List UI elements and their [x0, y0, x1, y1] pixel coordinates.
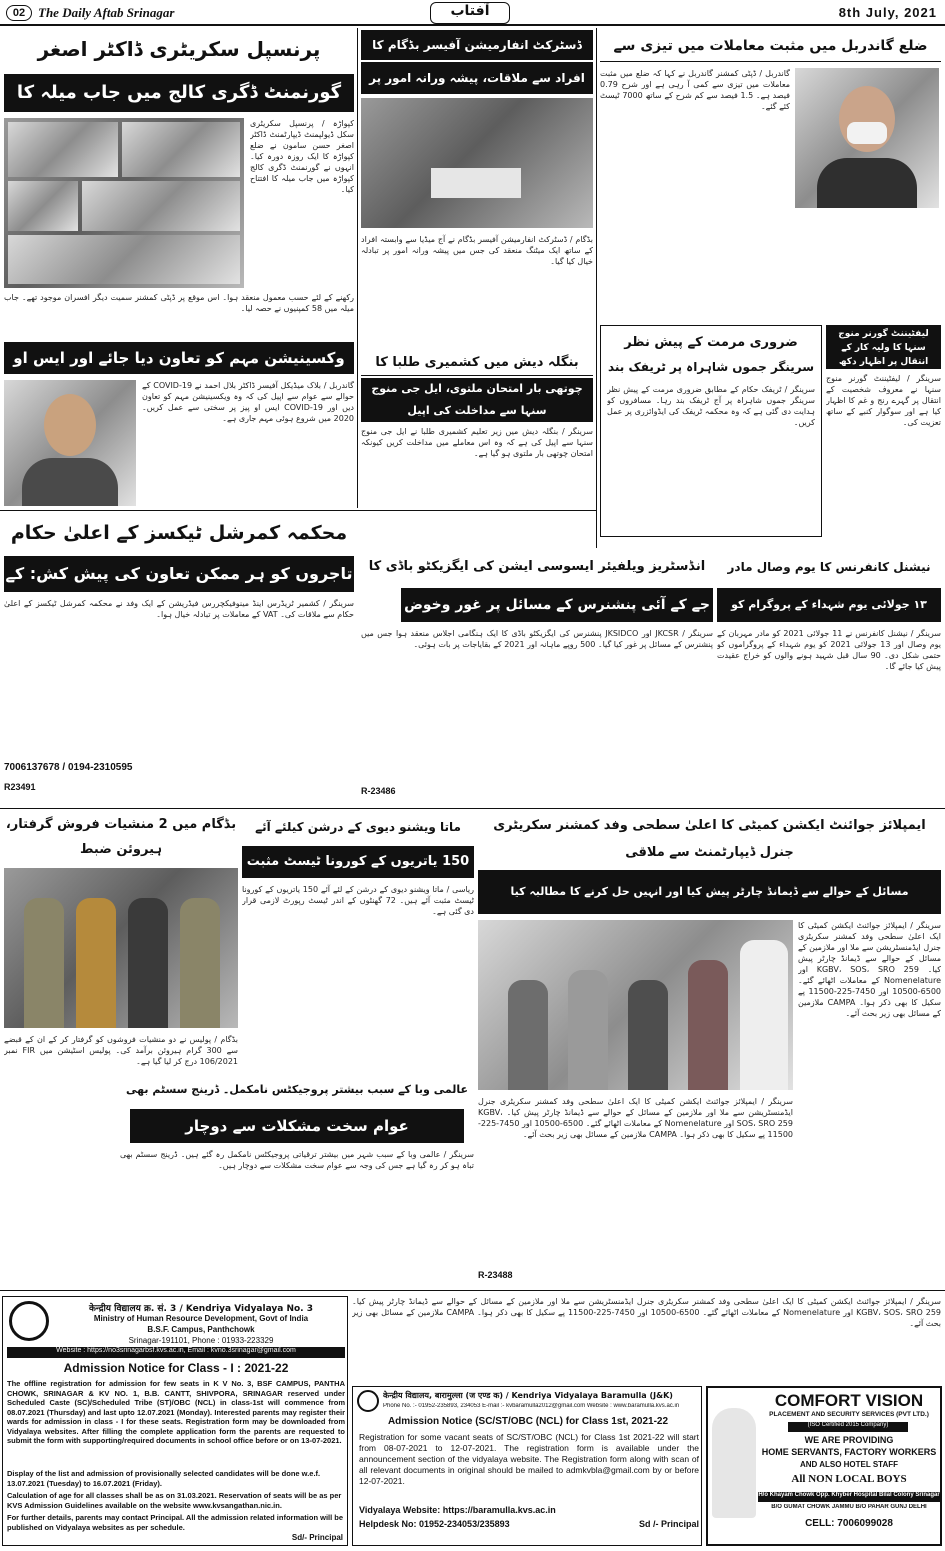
headline: بڈگام میں 2 منشیات فروش گرفتار، ہیروئن ضبط — [5, 817, 237, 857]
article-body: گاندربل / ڈپٹی کمشنر گاندربل نے کہا کہ ضلع میں مثبت معاملات میں تیزی سے کمی آ رہی ہے اور شرح 0.79 فیصد ہے۔ 1.5 فیصد سے کم شرح کے ساتھ 7000 ٹیسٹ کئے گئے۔ — [600, 69, 790, 111]
article-body: رکھنے کے لئے حسب معمول منعقد ہوا۔ اس موقع پر ڈپٹی کمشنر سمیت دیگر افسران موجود تھے۔ جاب میلہ میں 58 کمپنیوں نے حصہ لیا۔ — [4, 293, 354, 313]
person-figure — [128, 898, 168, 1028]
article-body: سرینگر / ایمپلائز جوائنٹ ایکشن کمیٹی کا ایک اعلیٰ سطحی وفد کمشنر سکریٹری جنرل ایڈمنسٹریشن سے ملا اور ملازمین کے مسائل کے حوالے سے ڈیمانڈ چارٹر پیش کیا۔ KGBV، SOS، SRO 259 اور Nomenelature کے معاملات اٹھائے گئے۔ 6500-10500 اور 7450-225-11500 پے سکیل کا بھی ذکر ہوا۔ CAMPA ملازمین کے مسائل بھی زیر بحث آئے۔ — [478, 1097, 793, 1139]
headline: نیشنل کانفرنس کا یوم وصال مادر — [727, 560, 931, 574]
article-pensioners — [361, 550, 713, 805]
article-national-conference — [717, 550, 941, 805]
article-vaccination — [4, 342, 354, 507]
ad-contact: Srinagar-191101, Phone : 01933-223329 — [128, 1336, 274, 1345]
ad-contact: Phone No. :- 01952-235893, 234053 E-mail :- kvbaramulla2012@gmail.com Website : www.baramulla.kvs.ac.in — [383, 1403, 680, 1409]
arrest-photo — [4, 868, 238, 1028]
page-number: 02 — [6, 5, 32, 21]
ad-campus: B.S.F. Campus, Panthchowk — [147, 1325, 255, 1334]
person-figure — [24, 898, 64, 1028]
portrait-body — [22, 458, 118, 506]
contact-numbers: 7006137678 / 0194-2310595 — [4, 762, 133, 773]
headline: تاجروں کو ہر ممکن تعاون کی پیش کش: کے — [4, 556, 354, 592]
headline: افراد سے ملاقات، پیشہ ورانہ امور پر — [361, 62, 593, 94]
ad-address: H/o Khayam Chowk Opp. Khyber Hospital Bilal Colony Srinagar — [758, 1492, 940, 1502]
article-body: بڈگام / پولیس نے دو منشیات فروشوں کو گرفتار کر کے ان کے قبضے سے 300 گرام ہیروئن برآمد کی۔ پولیس اسٹیشن میں FIR نمبر 106/2021 درج کر لیا گیا ہے۔ — [4, 1035, 238, 1066]
deputy-commissioner-photo — [795, 68, 939, 208]
ad-line: AND ALSO HOTEL STAFF — [799, 1460, 899, 1469]
ad-website: Vidyalaya Website: https://baramulla.kvs.ac.in — [359, 1505, 556, 1515]
ad-title: केन्द्रीय विद्यालय, बारामुल्ला (ज एण्ड क) / Kendriya Vidyalaya Baramulla (J&K) — [383, 1391, 673, 1400]
ad-kv-baramulla — [352, 1386, 702, 1546]
collage-tile — [122, 122, 240, 177]
ad-signature: Sd /- Principal — [638, 1519, 699, 1529]
ad-signature: Sd/- Principal — [291, 1533, 343, 1542]
headline: گورنمنٹ ڈگری کالج میں جاب میلہ کا — [4, 74, 354, 112]
headline: چوتھی بار امتحان ملتوی، ایل جی منوج سنہا سے مداخلت کی اپیل — [361, 378, 593, 422]
article-body: سرینگر / کشمیر ٹریڈرس اینڈ مینوفیکچررس فیڈریشن کے ایک وفد نے محکمہ کمرشل ٹیکسز کے اعلیٰ حکام سے ملاقات کی۔ VAT کے معاملات پر تبادلہ خیال ہوا۔ — [4, 599, 354, 619]
ad-reference: R-23486 — [361, 786, 396, 796]
article-body: سرینگر / ٹریفک حکام کے مطابق ضروری مرمت کے پیش نظر سرینگر جموں شاہراہ پر آج ٹریفک بند رہا۔ مسافروں کو ہدایت دی گئی ہے کہ وہ محکمہ ٹریفک کی ایڈوائزری پر عمل کریں۔ — [607, 385, 815, 427]
divider — [0, 808, 945, 809]
headline: پرنسپل سکریٹری ڈاکٹر اصغر — [37, 37, 321, 61]
ad-phone: CELL: 7006099028 — [805, 1518, 893, 1529]
ad-ministry: Ministry of Human Resource Development, Govt of India — [93, 1314, 309, 1323]
headline: عوام سخت مشکلات سے دوچار — [130, 1109, 464, 1143]
portrait-head — [44, 394, 96, 456]
person-figure — [76, 898, 116, 1028]
headline: جے کے آئی پنشنرس کے مسائل پر غور وخوض — [401, 588, 713, 622]
ad-reference: R23491 — [4, 782, 36, 792]
article-commercial-taxes — [4, 514, 354, 804]
issue-date: 8th July, 2021 — [838, 5, 937, 20]
article-dio-budgam — [361, 30, 593, 345]
article-body: سرینگر / بنگلہ دیش میں زیر تعلیم کشمیری طلبا نے ایل جی منوج سنہا سے اپیل کی ہے کہ وہ اس معاملے میں مداخلت کریں کیونکہ امتحان چوتھی بار ملتوی ہو گیا ہے۔ — [361, 427, 593, 458]
masthead-logo: آفتاب — [430, 2, 510, 24]
kv-logo-icon — [357, 1390, 379, 1412]
collage-tile — [8, 235, 240, 284]
collage-tile — [8, 122, 118, 177]
person-figure — [688, 960, 728, 1090]
face-mask — [847, 122, 887, 144]
article-body: سرینگر / نیشنل کانفرنس نے 11 جولائی 2021 کو مادر مہربان کے یوم وصال اور 13 جولائی 2021 کو یوم شہداء کے پروگراموں کو حتمی شکل دی۔ 90 سال قبل شہید ہونے والوں کو خراج عقیدت پیش کیا جائے گا۔ — [717, 629, 941, 671]
article-body: سرینگر / لیفٹیننٹ گورنر منوج سنہا نے معروف شخصیت کے انتقال پر گہرے رنج و غم کا اظہار کیا ہے اور سوگوار کنبے کے ساتھ تعزیت کی۔ — [826, 374, 941, 427]
headline: ڈسٹرکٹ انفارمیشن آفیسر بڈگام کا — [361, 30, 593, 60]
ad-line: HOME SERVANTS, FACTORY WORKERS — [761, 1447, 937, 1457]
mascot-icon — [712, 1408, 756, 1518]
article-bangladesh — [361, 350, 593, 508]
headline: لیفٹیننٹ گورنر منوج سنہا کا ولیہ کار کے انتقال پر اظہار دکھ — [826, 325, 941, 369]
ad-subtitle: PLACEMENT AND SECURITY SERVICES (PVT LTD.) — [769, 1411, 929, 1418]
article-body-continuation: سرینگر / ایمپلائز جوائنٹ ایکشن کمیٹی کا ایک اعلیٰ سطحی وفد کمشنر سکریٹری جنرل ایڈمنسٹریشن سے ملا اور ملازمین کے مسائل کے حوالے سے ڈیمانڈ چارٹر پیش کیا۔ KGBV، SOS، SRO 259 اور Nomenelature کے معاملات اٹھائے گئے۔ 6500-10500 اور 7450-225-11500 پے سکیل کا بھی ذکر ہوا۔ CAMPA ملازمین کے مسائل بھی زیر بحث آئے۔ — [352, 1297, 941, 1328]
ad-body: Display of the list and admission of provisionally selected candidates will be done w.e.f. 13.07.2021 (Tuesday) to 16.07.2021 (Friday). — [7, 1469, 321, 1488]
headline: سرینگر جموں شاہراہ پر ٹریفک بند — [607, 360, 815, 374]
collage-tile — [82, 181, 240, 231]
headline: ایمپلائز جوائنٹ ایکشن کمیٹی کا اعلیٰ سطحی وفد کمشنر سکریٹری جنرل ڈیپارٹمنٹ سے ملاقی — [493, 818, 926, 860]
person-figure — [628, 980, 668, 1090]
ad-website: Website : https://no3srinagarbsf.kvs.ac.in, Email : kvno.3srinagar@gmail.com — [7, 1347, 345, 1358]
headline: ضروری مرمت کے پیش نظر — [624, 335, 798, 350]
article-body: بڈگام / ڈسٹرکٹ انفارمیشن آفیسر بڈگام نے آج میڈیا سے وابستہ افراد کے ساتھ ایک میٹنگ منعقد کی جس میں پیشہ ورانہ امور پر تبادلہ خیال کیا گیا۔ — [361, 235, 593, 266]
article-body-side: سرینگر / ایمپلائز جوائنٹ ایکشن کمیٹی کا ایک اعلیٰ سطحی وفد کمشنر سکریٹری جنرل ایڈمنسٹریشن سے ملا اور ملازمین کے مسائل کے حوالے سے ڈیمانڈ چارٹر پیش کیا۔ KGBV، SOS، SRO 259 اور Nomenelature کے معاملات اٹھائے گئے۔ 6500-10500 اور 7450-225-11500 پے سکیل کا بھی ذکر ہوا۔ CAMPA ملازمین کے مسائل بھی زیر بحث آئے۔ — [798, 921, 941, 1018]
ad-title: COMFORT VISION — [774, 1391, 924, 1410]
collage-tile — [8, 181, 78, 231]
meeting-table — [431, 168, 521, 198]
headline: وکسینیشن مہم کو تعاون دیا جائے اور ایس او — [4, 342, 354, 374]
delegation-photo — [478, 920, 793, 1090]
ad-line: All NON LOCAL BOYS — [791, 1473, 907, 1485]
ad-kv-no3 — [2, 1296, 348, 1546]
article-lg-condolence — [826, 325, 941, 537]
article-body: گاندربل / بلاک میڈیکل آفیسر ڈاکٹر بلال احمد نے COVID-19 کے حوالے سے عوام سے اپیل کی کہ وہ ویکسینیشن مہم کو تعاون دیں اور COVID-19 ایس او پیز پر سختی سے عمل کریں۔ 2020 میں شروع ہوئی مہم جاری ہے۔ — [142, 381, 354, 423]
article-body: سرینگر / عالمی وبا کے سبب شہر میں بیشتر ترقیاتی پروجیکٹس نامکمل رہ گئے ہیں۔ ڈرینج سسٹم بھی تباہ ہو کر رہ گیا ہے جس کی وجہ سے عوام سخت مشکلات سے دوچار ہیں۔ — [120, 1150, 474, 1170]
headline: انڈسٹریز ویلفیئر ایسوسی ایشن کی ایگزیکٹو باڈی کا — [368, 559, 706, 574]
headline: 150 یاتریوں کے کورونا ٹیسٹ مثبت — [242, 846, 474, 878]
meeting-photo — [361, 98, 593, 228]
ad-body: For further details, parents may contact Principal. All the admission related information will be published on Vidyalaya websites as per schedule. — [7, 1513, 344, 1532]
article-drainage — [120, 1075, 474, 1287]
headline: ضلع گاندربل میں مثبت معاملات میں تیزی سے — [600, 30, 941, 62]
person-figure — [180, 898, 220, 1028]
headline: بنگلہ دیش میں کشمیری طلبا کا — [361, 350, 593, 376]
article-joint-action — [478, 812, 941, 1287]
article-ganderbal — [600, 30, 941, 320]
headline: مسائل کے حوالے سے ڈیمانڈ چارٹر پیش کیا اور انہیں حل کرنے کا مطالبہ کیا — [478, 870, 941, 914]
article-body: ریاسی / ماتا ویشنو دیوی کے درشن کے لئے آئے 150 یاتریوں کے کورونا ٹیسٹ مثبت آئے ہیں۔ 72 گھنٹوں کے اندر ٹیسٹ رپورٹ لازمی قرار دی گئی ہے۔ — [242, 885, 474, 916]
article-highway — [600, 325, 822, 537]
paper-name: The Daily Aftab Srinagar — [38, 5, 175, 20]
job-fair-photo-collage — [4, 118, 244, 288]
person-figure — [568, 970, 608, 1090]
headline: ۱۳ جولائی یوم شہداء کے پروگرام کو — [717, 588, 941, 622]
ad-iso: (ISO Certified 2015 Company) — [788, 1422, 908, 1432]
divider — [0, 510, 596, 511]
article-vaishno-devi — [242, 812, 474, 1072]
ad-comfort-vision — [706, 1386, 942, 1546]
masthead-rule — [0, 24, 945, 26]
ad-title: केन्द्रीय विद्यालय क्र. सं. 3 / Kendriya Vidyalaya No. 3 — [89, 1304, 313, 1313]
portrait-photo — [4, 380, 136, 506]
ad-body: The offline registration for admission for few seats in K V No. 3, BSF CAMPUS, PANTHA CHOWK, SRINAGAR & KV NO. 1, B.B. CANTT, SHIVPORA, SRINAGAR reserved under Scheduled Caste (SC)/Scheduled Tribe (ST)/OBC (NCL) in class-1st will commence from 08.07.2021 (Thursday) and last upto 12.07.2021 (Monday). Interested parents may register their wards for admission in class - I for these seats. Registration form may be downloaded from Vidyalaya websites. After filling the complete application form the parents are requested to submit the form with supporting/required documents in school office before or on 13-07-2021. — [7, 1379, 345, 1445]
ad-heading: Admission Notice (SC/ST/OBC (NCL) for Class 1st, 2021-22 — [387, 1416, 669, 1427]
ad-line: WE ARE PROVIDING — [804, 1435, 894, 1445]
portrait-body — [817, 158, 917, 208]
headline: ماتا ویشنو دیوی کے درشن کیلئے آئے — [255, 820, 461, 834]
person-figure — [740, 940, 788, 1090]
ad-body: Registration for some vacant seats of SC/ST/OBC (NCL) for Class 1st 2021-22 will start from 08-07-2021 to 12-07-2021. The registration form is available under the announcement section of the vidyalaya website. The Registration form along with scan of all relevant documents in original should be mailed to admkvbla@gmail.com by or before 12-07-2021. — [359, 1432, 699, 1486]
ad-reference: R-23488 — [478, 1270, 513, 1280]
article-body: سرینگر / JKCSR اور JKSIDCO پنشنرس کی ایگزیکٹو باڈی کا ایک ہنگامی اجلاس منعقد ہوا جس میں پنشنرس کے مسائل پر غور کیا گیا۔ 500 روپے ماہانہ اور 2021 کے بقایاجات پر بات ہوئی۔ — [361, 629, 713, 649]
kv-logo-icon — [9, 1301, 49, 1341]
ad-body: Calculation of age for all classes shall be as on 31.03.2021. Reservation of seats will be as per KVS Admission Guidelines available on the website www.kvsangathan.nic.in. — [7, 1491, 342, 1510]
headline: عالمی وبا کے سبب بیشتر پروجیکٹس نامکمل۔ ڈرینج سسٹم بھی — [126, 1083, 468, 1096]
ad-heading: Admission Notice for Class - I : 2021-22 — [63, 1361, 289, 1375]
divider — [0, 1290, 945, 1291]
masthead — [0, 0, 945, 26]
ad-address: B/O GUMAT CHOWK JAMMU B/O PAHAR GUNJ DELHI — [771, 1504, 927, 1510]
person-figure — [508, 980, 548, 1090]
article-body: کپواڑہ / پرنسپل سکریٹری سکل ڈیولپمنٹ ڈیپارٹمنٹ ڈاکٹر اصغر حسن سامون نے ضلع کپواڑہ کا ایک روزہ دورہ کیا۔ انہوں نے گورنمنٹ ڈگری کالج کپواڑہ میں جاب میلہ کا افتتاح کیا۔ — [250, 119, 354, 194]
article-principal-secretary — [4, 30, 354, 370]
divider — [357, 28, 358, 508]
headline: محکمہ کمرشل ٹیکسز کے اعلیٰ حکام — [10, 522, 348, 544]
divider — [596, 28, 597, 548]
ad-helpdesk: Helpdesk No: 01952-234053/235893 — [359, 1519, 510, 1529]
